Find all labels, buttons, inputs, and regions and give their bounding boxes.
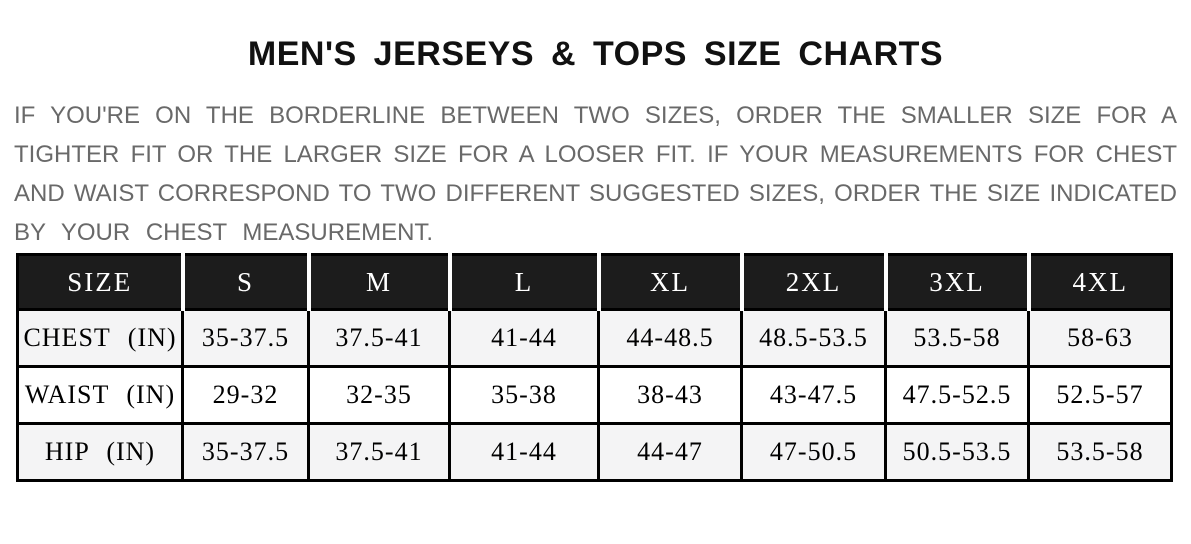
intro-line-4: BY YOUR CHEST MEASUREMENT. bbox=[14, 219, 434, 246]
size-range-cell: 52.5-57 bbox=[1029, 367, 1172, 424]
size-range-cell: 41-44 bbox=[450, 310, 599, 367]
size-range-cell: 35-37.5 bbox=[183, 310, 309, 367]
size-range-cell: 32-35 bbox=[309, 367, 450, 424]
column-header-l: L bbox=[450, 255, 599, 310]
size-range-cell: 50.5-53.5 bbox=[886, 424, 1029, 481]
column-header-s: S bbox=[183, 255, 309, 310]
table-row-waist bbox=[18, 367, 1172, 424]
intro-paragraph bbox=[14, 96, 1177, 252]
size-range-cell: 38-43 bbox=[599, 367, 742, 424]
size-chart-table bbox=[16, 253, 1173, 482]
table-row-hip bbox=[18, 424, 1172, 481]
size-range-cell: 58-63 bbox=[1029, 310, 1172, 367]
table-row-chest bbox=[18, 310, 1172, 367]
size-range-cell: 44-47 bbox=[599, 424, 742, 481]
size-range-cell: 47.5-52.5 bbox=[886, 367, 1029, 424]
size-range-cell: 41-44 bbox=[450, 424, 599, 481]
column-header-4xl: 4XL bbox=[1029, 255, 1172, 310]
table-header-row bbox=[18, 255, 1172, 310]
size-range-cell: 44-48.5 bbox=[599, 310, 742, 367]
size-range-cell: 43-47.5 bbox=[742, 367, 886, 424]
size-range-cell: 35-38 bbox=[450, 367, 599, 424]
size-range-cell: 35-37.5 bbox=[183, 424, 309, 481]
row-label-waist: WAIST (IN) bbox=[18, 367, 183, 424]
size-range-cell: 48.5-53.5 bbox=[742, 310, 886, 367]
size-range-cell: 53.5-58 bbox=[886, 310, 1029, 367]
size-range-cell: 37.5-41 bbox=[309, 310, 450, 367]
size-range-cell: 53.5-58 bbox=[1029, 424, 1172, 481]
column-header-size: SIZE bbox=[18, 255, 183, 310]
column-header-3xl: 3XL bbox=[886, 255, 1029, 310]
intro-line-3: AND WAIST CORRESPOND TO TWO DIFFERENT SUGGESTED SIZES, ORDER THE SIZE INDICATED bbox=[14, 180, 1177, 207]
size-range-cell: 47-50.5 bbox=[742, 424, 886, 481]
column-header-m: M bbox=[309, 255, 450, 310]
size-range-cell: 29-32 bbox=[183, 367, 309, 424]
size-chart-page bbox=[0, 34, 1191, 482]
intro-line-2: TIGHTER FIT OR THE LARGER SIZE FOR A LOOSER FIT. IF YOUR MEASUREMENTS FOR CHEST bbox=[14, 141, 1177, 168]
column-header-2xl: 2XL bbox=[742, 255, 886, 310]
size-range-cell: 37.5-41 bbox=[309, 424, 450, 481]
row-label-chest: CHEST (IN) bbox=[18, 310, 183, 367]
row-label-hip: HIP (IN) bbox=[18, 424, 183, 481]
column-header-xl: XL bbox=[599, 255, 742, 310]
intro-line-1: IF YOU'RE ON THE BORDERLINE BETWEEN TWO SIZES, ORDER THE SMALLER SIZE FOR A bbox=[14, 102, 1177, 129]
page-title: MEN'S JERSEYS & TOPS SIZE CHARTS bbox=[247, 35, 944, 73]
